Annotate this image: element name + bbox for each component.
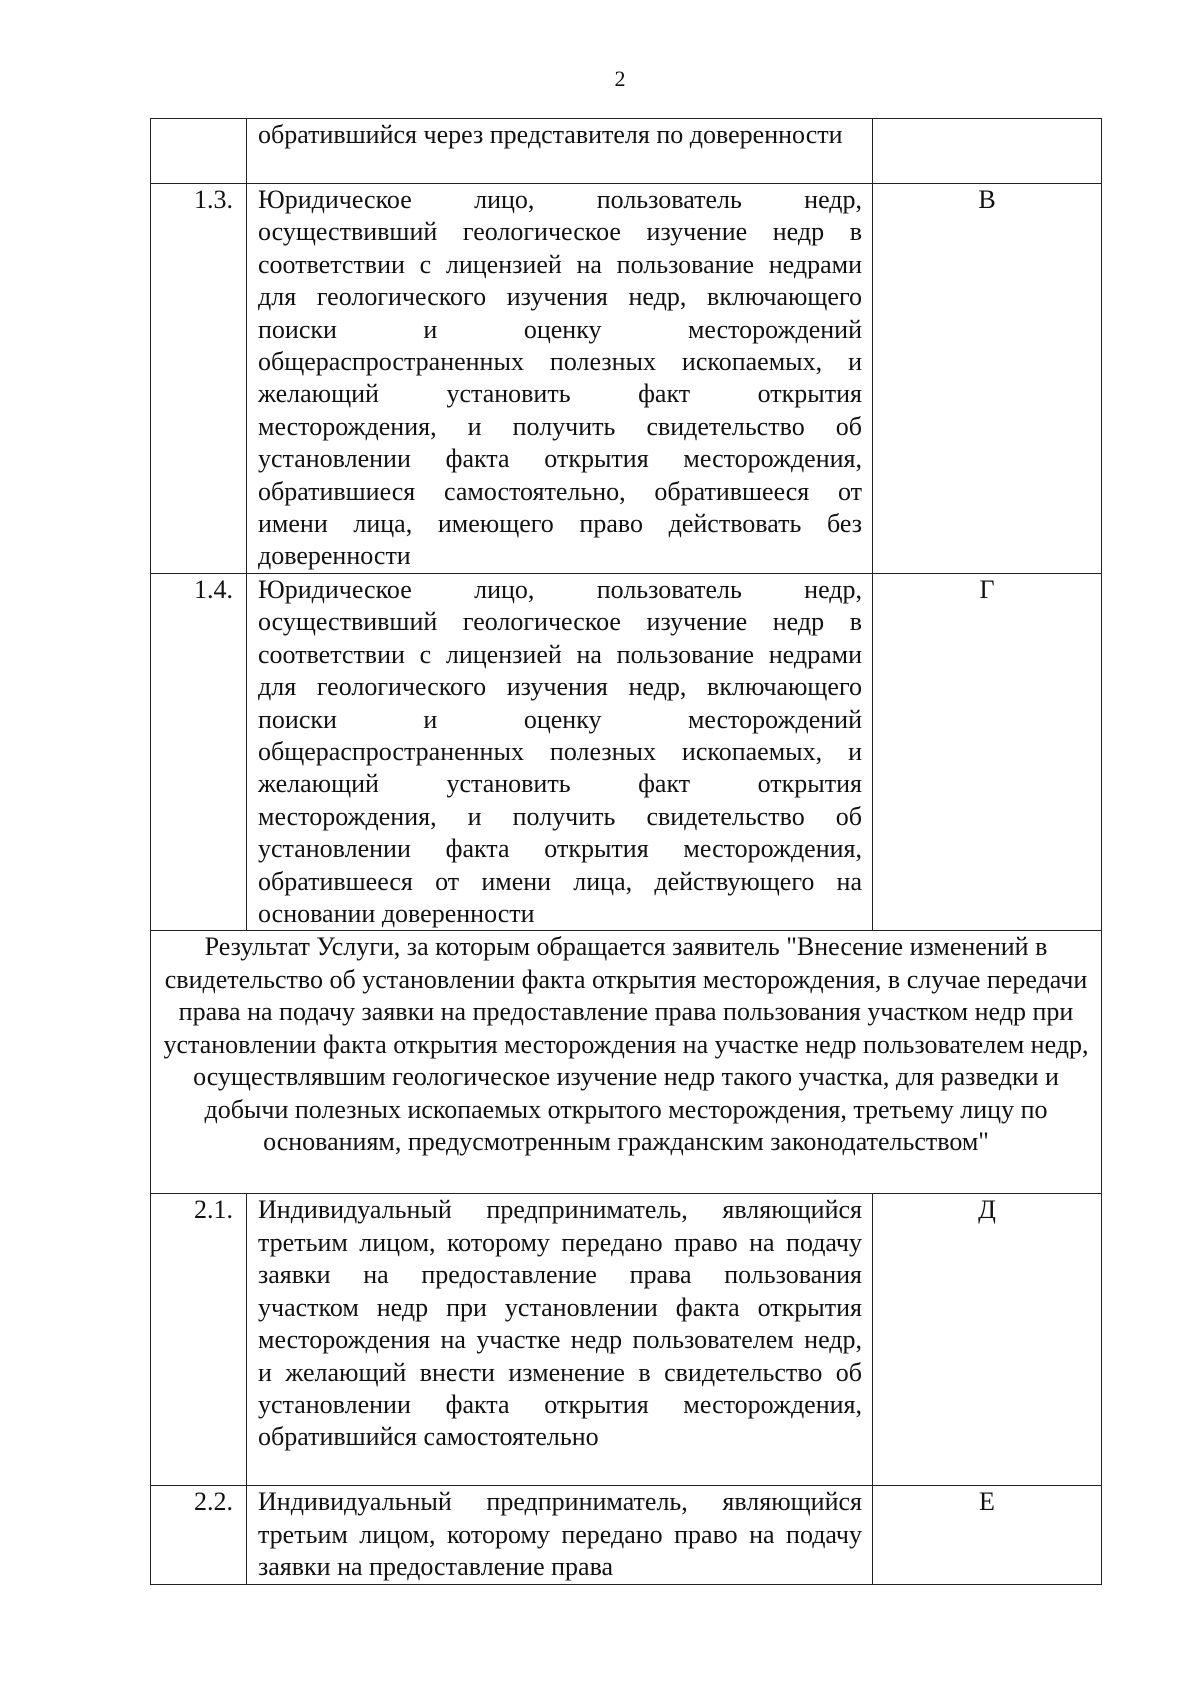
row-number: [151, 119, 247, 184]
section-heading: Результат Услуги, за которым обращается заявитель "Внесение изменений в свидетельство об установлении факта открытия месторождения, в случае передачи права на подачу заявки на предоставление права пользования участком недр при установлении факта открытия месторождения на участке недр пользователем недр, осуществлявшим геологическое изучение недр такого участка, для разведки и добычи полезных ископаемых открытого месторождения, третьему лицу по основаниям, предусмотренным гражданским законодательством": [151, 931, 1102, 1194]
row-description: Индивидуальный предприниматель, являющийся третьим лицом, которому передано право на подачу заявки на предоставление права пользования участком недр при установлении факта открытия месторождения на участке недр пользователем недр, и желающий внести изменение в свидетельство об установлении факта открытия месторождения, обратившийся самостоятельно: [247, 1194, 873, 1486]
row-code: В: [873, 184, 1102, 574]
row-code: Г: [873, 574, 1102, 931]
row-number: 2.1.: [151, 1194, 247, 1486]
row-description: обратившийся через представителя по доверенности: [247, 119, 873, 184]
row-description: Индивидуальный предприниматель, являющийся третьим лицом, которому передано право на подачу заявки на предоставление права: [247, 1486, 873, 1584]
row-description: Юридическое лицо, пользователь недр, осуществивший геологическое изучение недр в соответствии с лицензией на пользование недрами для геологического изучения недр, включающего поиски и оценку месторождений общераспространенных полезных ископаемых, и желающий установить факт открытия месторождения, и получить свидетельство об установлении факта открытия месторождения, обратившиеся самостоятельно, обратившееся от имени лица, имеющего право действовать без доверенности: [247, 184, 873, 574]
section-row: [151, 931, 1102, 1194]
row-code: Е: [873, 1486, 1102, 1584]
table-row: [151, 574, 1102, 931]
applicant-variants-table: [150, 118, 1102, 1585]
table-row: [151, 184, 1102, 574]
row-number: 1.3.: [151, 184, 247, 574]
table-row: [151, 1194, 1102, 1486]
row-code: Д: [873, 1194, 1102, 1486]
table-row: [151, 1486, 1102, 1584]
page-number: 2: [614, 66, 626, 91]
row-code: [873, 119, 1102, 184]
row-number: 2.2.: [151, 1486, 247, 1584]
row-number: 1.4.: [151, 574, 247, 931]
row-description: Юридическое лицо, пользователь недр, осуществивший геологическое изучение недр в соответствии с лицензией на пользование недрами для геологического изучения недр, включающего поиски и оценку месторождений общераспространенных полезных ископаемых, и желающий установить факт открытия месторождения, и получить свидетельство об установлении факта открытия месторождения, обратившееся от имени лица, действующего на основании доверенности: [247, 574, 873, 931]
table-row: [151, 119, 1102, 184]
